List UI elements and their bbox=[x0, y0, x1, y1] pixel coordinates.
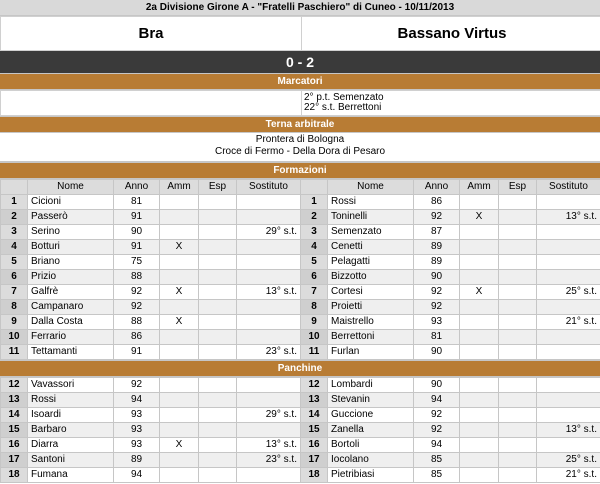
player-row bbox=[1, 330, 600, 345]
away-player-substitute bbox=[537, 393, 600, 408]
away-player-name: Proietti bbox=[328, 300, 414, 315]
col-booked: Amm bbox=[460, 180, 499, 195]
home-player-name: Serino bbox=[28, 225, 114, 240]
home-player-substitute bbox=[237, 255, 301, 270]
away-player-year: 85 bbox=[414, 468, 460, 483]
home-player-number: 8 bbox=[1, 300, 28, 315]
home-player-year: 91 bbox=[114, 345, 160, 360]
section-referees: Terna arbitrale bbox=[0, 116, 600, 133]
home-player-year: 91 bbox=[114, 240, 160, 255]
home-player-name: Barbaro bbox=[28, 423, 114, 438]
home-player-year: 93 bbox=[114, 423, 160, 438]
home-player-name: Briano bbox=[28, 255, 114, 270]
away-player-substitute: 21° s.t. bbox=[537, 315, 600, 330]
home-player-name: Diarra bbox=[28, 438, 114, 453]
away-player-name: Zanella bbox=[328, 423, 414, 438]
score-bar: 0 - 2 bbox=[0, 51, 600, 73]
away-player-number: 1 bbox=[301, 195, 328, 210]
away-player-substitute bbox=[537, 225, 600, 240]
home-player-substitute bbox=[237, 195, 301, 210]
away-player-number: 10 bbox=[301, 330, 328, 345]
home-player-year: 91 bbox=[114, 210, 160, 225]
away-player-substitute bbox=[537, 408, 600, 423]
away-player-number: 14 bbox=[301, 408, 328, 423]
away-player-year: 94 bbox=[414, 438, 460, 453]
away-player-name: Berrettoni bbox=[328, 330, 414, 345]
away-player-name: Toninelli bbox=[328, 210, 414, 225]
home-player-number: 14 bbox=[1, 408, 28, 423]
home-player-name: Campanaro bbox=[28, 300, 114, 315]
home-player-substitute bbox=[237, 393, 301, 408]
home-player-booked bbox=[160, 468, 199, 483]
away-player-sent-off bbox=[499, 345, 537, 360]
away-player-year: 89 bbox=[414, 255, 460, 270]
home-player-sent-off bbox=[199, 195, 237, 210]
away-player-name: Bortoli bbox=[328, 438, 414, 453]
away-player-substitute bbox=[537, 300, 600, 315]
home-player-sent-off bbox=[199, 438, 237, 453]
home-player-year: 88 bbox=[114, 315, 160, 330]
home-player-sent-off bbox=[199, 345, 237, 360]
home-player-number: 18 bbox=[1, 468, 28, 483]
away-player-sent-off bbox=[499, 255, 537, 270]
away-player-name: Cortesi bbox=[328, 285, 414, 300]
home-player-substitute bbox=[237, 468, 301, 483]
home-player-name: Rossi bbox=[28, 393, 114, 408]
player-row bbox=[1, 270, 600, 285]
teams-row bbox=[0, 16, 600, 51]
away-player-year: 92 bbox=[414, 423, 460, 438]
home-player-substitute bbox=[237, 378, 301, 393]
away-player-booked bbox=[460, 453, 499, 468]
home-player-substitute bbox=[237, 240, 301, 255]
col-year: Anno bbox=[414, 180, 460, 195]
home-player-sent-off bbox=[199, 408, 237, 423]
away-player-name: Pietribiasi bbox=[328, 468, 414, 483]
away-player-booked bbox=[460, 270, 499, 285]
away-scorer-line: 22° s.t. Berrettoni bbox=[304, 102, 382, 113]
home-player-booked bbox=[160, 345, 199, 360]
away-player-year: 90 bbox=[414, 378, 460, 393]
home-player-year: 86 bbox=[114, 330, 160, 345]
away-player-number: 17 bbox=[301, 453, 328, 468]
home-player-year: 92 bbox=[114, 378, 160, 393]
away-player-booked bbox=[460, 438, 499, 453]
away-player-year: 93 bbox=[414, 315, 460, 330]
home-player-number: 9 bbox=[1, 315, 28, 330]
section-lineups: Formazioni bbox=[0, 162, 600, 179]
away-player-substitute bbox=[537, 255, 600, 270]
away-player-booked bbox=[460, 378, 499, 393]
away-scorer-line: 2° p.t. Semenzato bbox=[304, 92, 384, 103]
home-player-name: Tettamanti bbox=[28, 345, 114, 360]
home-player-booked: X bbox=[160, 315, 199, 330]
home-player-number: 17 bbox=[1, 453, 28, 468]
away-player-year: 92 bbox=[414, 408, 460, 423]
home-player-substitute bbox=[237, 210, 301, 225]
away-player-sent-off bbox=[499, 408, 537, 423]
home-player-booked: X bbox=[160, 240, 199, 255]
home-player-number: 16 bbox=[1, 438, 28, 453]
col-name: Nome bbox=[28, 180, 114, 195]
away-player-number: 3 bbox=[301, 225, 328, 240]
home-player-year: 75 bbox=[114, 255, 160, 270]
away-player-year: 89 bbox=[414, 240, 460, 255]
lineups-table bbox=[0, 179, 600, 360]
away-player-substitute bbox=[537, 270, 600, 285]
away-player-year: 92 bbox=[414, 285, 460, 300]
away-team-name: Bassano Virtus bbox=[302, 17, 600, 51]
col-sent-off: Esp bbox=[499, 180, 537, 195]
col-substitute: Sostituto bbox=[237, 180, 301, 195]
away-player-name: Furlan bbox=[328, 345, 414, 360]
home-player-sent-off bbox=[199, 300, 237, 315]
player-row bbox=[1, 438, 600, 453]
away-player-substitute bbox=[537, 438, 600, 453]
away-player-booked bbox=[460, 423, 499, 438]
col-number bbox=[301, 180, 328, 195]
home-player-year: 92 bbox=[114, 285, 160, 300]
home-player-booked bbox=[160, 408, 199, 423]
home-player-booked bbox=[160, 270, 199, 285]
home-player-name: Botturi bbox=[28, 240, 114, 255]
home-player-name: Passerò bbox=[28, 210, 114, 225]
referees-block bbox=[0, 133, 600, 162]
away-player-booked bbox=[460, 300, 499, 315]
away-player-sent-off bbox=[499, 195, 537, 210]
home-player-booked bbox=[160, 453, 199, 468]
away-player-number: 8 bbox=[301, 300, 328, 315]
away-player-sent-off bbox=[499, 423, 537, 438]
away-player-name: Rossi bbox=[328, 195, 414, 210]
away-player-name: Semenzato bbox=[328, 225, 414, 240]
player-row bbox=[1, 285, 600, 300]
player-row bbox=[1, 225, 600, 240]
home-player-name: Isoardi bbox=[28, 408, 114, 423]
home-player-substitute: 13° s.t. bbox=[237, 438, 301, 453]
home-player-booked: X bbox=[160, 285, 199, 300]
home-player-year: 94 bbox=[114, 393, 160, 408]
home-player-sent-off bbox=[199, 315, 237, 330]
away-player-year: 87 bbox=[414, 225, 460, 240]
away-player-name: Maistrello bbox=[328, 315, 414, 330]
away-player-number: 6 bbox=[301, 270, 328, 285]
away-player-booked bbox=[460, 408, 499, 423]
home-player-sent-off bbox=[199, 255, 237, 270]
home-player-year: 93 bbox=[114, 408, 160, 423]
home-player-number: 7 bbox=[1, 285, 28, 300]
home-player-substitute: 29° s.t. bbox=[237, 408, 301, 423]
home-team-name: Bra bbox=[1, 17, 302, 51]
home-player-number: 1 bbox=[1, 195, 28, 210]
away-player-year: 92 bbox=[414, 300, 460, 315]
away-player-number: 13 bbox=[301, 393, 328, 408]
section-scorers: Marcatori bbox=[0, 73, 600, 90]
home-player-booked bbox=[160, 300, 199, 315]
away-player-booked bbox=[460, 225, 499, 240]
home-player-booked bbox=[160, 210, 199, 225]
away-player-number: 16 bbox=[301, 438, 328, 453]
away-player-booked bbox=[460, 240, 499, 255]
home-player-number: 12 bbox=[1, 378, 28, 393]
home-player-sent-off bbox=[199, 285, 237, 300]
player-row bbox=[1, 468, 600, 483]
away-player-year: 90 bbox=[414, 270, 460, 285]
home-player-name: Fumana bbox=[28, 468, 114, 483]
home-player-year: 94 bbox=[114, 468, 160, 483]
home-player-number: 5 bbox=[1, 255, 28, 270]
home-player-number: 11 bbox=[1, 345, 28, 360]
home-player-booked bbox=[160, 225, 199, 240]
away-player-substitute bbox=[537, 195, 600, 210]
home-player-year: 89 bbox=[114, 453, 160, 468]
home-player-substitute: 29° s.t. bbox=[237, 225, 301, 240]
away-player-number: 15 bbox=[301, 423, 328, 438]
bench-table bbox=[0, 377, 600, 483]
home-player-booked bbox=[160, 378, 199, 393]
home-player-sent-off bbox=[199, 378, 237, 393]
col-year: Anno bbox=[114, 180, 160, 195]
away-player-number: 18 bbox=[301, 468, 328, 483]
col-number bbox=[1, 180, 28, 195]
home-player-year: 92 bbox=[114, 300, 160, 315]
home-player-booked bbox=[160, 195, 199, 210]
col-booked: Amm bbox=[160, 180, 199, 195]
player-row bbox=[1, 255, 600, 270]
away-player-booked bbox=[460, 330, 499, 345]
home-player-substitute: 23° s.t. bbox=[237, 453, 301, 468]
away-player-sent-off bbox=[499, 393, 537, 408]
scorers-table bbox=[0, 90, 600, 116]
home-player-booked: X bbox=[160, 438, 199, 453]
away-player-sent-off bbox=[499, 315, 537, 330]
player-row bbox=[1, 423, 600, 438]
home-player-booked bbox=[160, 423, 199, 438]
away-player-name: Lombardi bbox=[328, 378, 414, 393]
away-player-number: 11 bbox=[301, 345, 328, 360]
away-player-year: 90 bbox=[414, 345, 460, 360]
away-player-name: Guccione bbox=[328, 408, 414, 423]
away-player-sent-off bbox=[499, 240, 537, 255]
home-player-name: Santoni bbox=[28, 453, 114, 468]
home-scorers bbox=[1, 91, 302, 116]
home-player-number: 4 bbox=[1, 240, 28, 255]
player-row bbox=[1, 300, 600, 315]
away-player-booked: X bbox=[460, 210, 499, 225]
player-row bbox=[1, 408, 600, 423]
player-row bbox=[1, 195, 600, 210]
home-player-substitute bbox=[237, 315, 301, 330]
home-player-sent-off bbox=[199, 210, 237, 225]
home-player-sent-off bbox=[199, 225, 237, 240]
home-player-sent-off bbox=[199, 393, 237, 408]
col-substitute: Sostituto bbox=[537, 180, 600, 195]
home-player-name: Dalla Costa bbox=[28, 315, 114, 330]
home-player-sent-off bbox=[199, 240, 237, 255]
home-player-year: 90 bbox=[114, 225, 160, 240]
home-player-number: 10 bbox=[1, 330, 28, 345]
away-player-name: Cenetti bbox=[328, 240, 414, 255]
home-player-name: Ferrario bbox=[28, 330, 114, 345]
home-player-substitute: 23° s.t. bbox=[237, 345, 301, 360]
away-player-substitute: 13° s.t. bbox=[537, 210, 600, 225]
home-player-name: Galfrè bbox=[28, 285, 114, 300]
col-name: Nome bbox=[328, 180, 414, 195]
home-player-substitute bbox=[237, 423, 301, 438]
player-row bbox=[1, 345, 600, 360]
away-player-substitute: 25° s.t. bbox=[537, 285, 600, 300]
away-player-name: Stevanin bbox=[328, 393, 414, 408]
away-player-booked bbox=[460, 255, 499, 270]
away-player-sent-off bbox=[499, 270, 537, 285]
home-player-year: 88 bbox=[114, 270, 160, 285]
away-player-booked bbox=[460, 468, 499, 483]
lineups-header-row bbox=[1, 180, 600, 195]
col-sent-off: Esp bbox=[199, 180, 237, 195]
player-row bbox=[1, 453, 600, 468]
player-row bbox=[1, 315, 600, 330]
away-player-year: 85 bbox=[414, 453, 460, 468]
home-player-name: Prizio bbox=[28, 270, 114, 285]
home-player-number: 13 bbox=[1, 393, 28, 408]
away-player-year: 86 bbox=[414, 195, 460, 210]
away-player-sent-off bbox=[499, 225, 537, 240]
home-player-substitute bbox=[237, 330, 301, 345]
section-bench: Panchine bbox=[0, 360, 600, 377]
away-player-substitute bbox=[537, 378, 600, 393]
home-player-booked bbox=[160, 393, 199, 408]
away-player-number: 12 bbox=[301, 378, 328, 393]
away-player-sent-off bbox=[499, 285, 537, 300]
away-player-number: 9 bbox=[301, 315, 328, 330]
away-player-substitute: 21° s.t. bbox=[537, 468, 600, 483]
away-player-substitute bbox=[537, 330, 600, 345]
away-player-substitute: 13° s.t. bbox=[537, 423, 600, 438]
away-player-number: 2 bbox=[301, 210, 328, 225]
away-player-booked bbox=[460, 393, 499, 408]
away-player-name: Iocolano bbox=[328, 453, 414, 468]
home-player-number: 2 bbox=[1, 210, 28, 225]
match-title: 2a Divisione Girone A - "Fratelli Paschiero" di Cuneo - 10/11/2013 bbox=[0, 0, 600, 16]
away-player-sent-off bbox=[499, 453, 537, 468]
away-player-name: Bizzotto bbox=[328, 270, 414, 285]
home-player-sent-off bbox=[199, 453, 237, 468]
referee-main: Prontera di Bologna bbox=[255, 134, 345, 145]
player-row bbox=[1, 240, 600, 255]
away-player-year: 94 bbox=[414, 393, 460, 408]
away-player-name: Pelagatti bbox=[328, 255, 414, 270]
home-player-year: 93 bbox=[114, 438, 160, 453]
home-player-substitute: 13° s.t. bbox=[237, 285, 301, 300]
away-player-substitute bbox=[537, 345, 600, 360]
away-player-sent-off bbox=[499, 438, 537, 453]
away-player-booked bbox=[460, 345, 499, 360]
home-player-sent-off bbox=[199, 330, 237, 345]
away-player-number: 4 bbox=[301, 240, 328, 255]
home-player-booked bbox=[160, 255, 199, 270]
away-player-sent-off bbox=[499, 378, 537, 393]
away-player-booked: X bbox=[460, 285, 499, 300]
home-player-number: 6 bbox=[1, 270, 28, 285]
away-player-sent-off bbox=[499, 210, 537, 225]
away-player-sent-off bbox=[499, 300, 537, 315]
away-player-substitute bbox=[537, 240, 600, 255]
home-player-sent-off bbox=[199, 423, 237, 438]
home-player-name: Vavassori bbox=[28, 378, 114, 393]
away-player-sent-off bbox=[499, 468, 537, 483]
home-player-sent-off bbox=[199, 468, 237, 483]
player-row bbox=[1, 378, 600, 393]
away-scorers bbox=[302, 91, 600, 116]
away-player-booked bbox=[460, 195, 499, 210]
away-player-number: 7 bbox=[301, 285, 328, 300]
away-player-booked bbox=[460, 315, 499, 330]
player-row bbox=[1, 210, 600, 225]
home-player-booked bbox=[160, 330, 199, 345]
home-player-name: Cicioni bbox=[28, 195, 114, 210]
home-player-substitute bbox=[237, 270, 301, 285]
away-player-number: 5 bbox=[301, 255, 328, 270]
referee-assistants: Croce di Fermo - Della Dora di Pesaro bbox=[214, 146, 386, 157]
home-player-year: 81 bbox=[114, 195, 160, 210]
away-player-year: 81 bbox=[414, 330, 460, 345]
home-player-substitute bbox=[237, 300, 301, 315]
home-player-number: 3 bbox=[1, 225, 28, 240]
home-player-sent-off bbox=[199, 270, 237, 285]
away-player-sent-off bbox=[499, 330, 537, 345]
away-player-substitute: 25° s.t. bbox=[537, 453, 600, 468]
away-player-year: 92 bbox=[414, 210, 460, 225]
player-row bbox=[1, 393, 600, 408]
home-player-number: 15 bbox=[1, 423, 28, 438]
